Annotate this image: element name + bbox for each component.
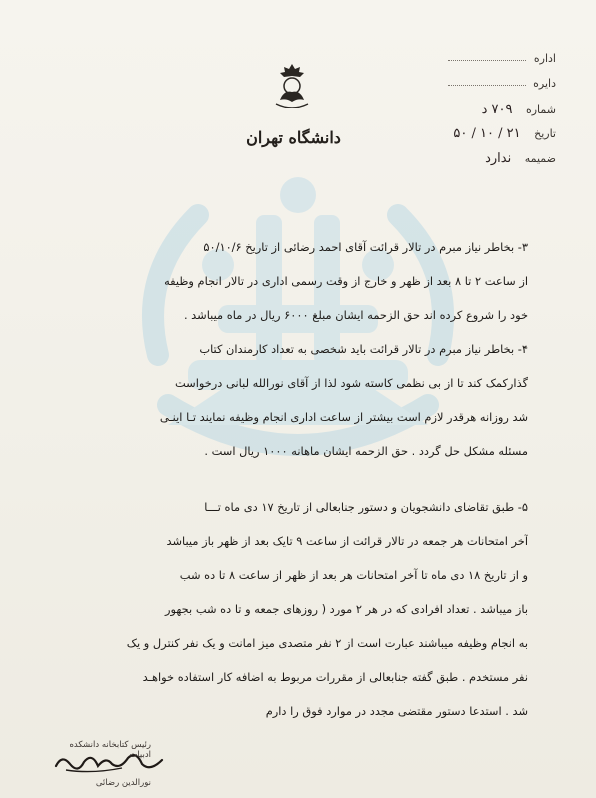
attachment-value: ندارد (485, 151, 512, 166)
office-field (448, 52, 556, 65)
office-dotted-line (448, 58, 526, 61)
body-line: آخر امتحانات هر جمعه در تالار قرائت از ساعت ۹ تایک بعد از ظهر باز میباشد (166, 534, 528, 548)
body-line: خود را شروع کرده اند حق الزحمه ایشان مبلغ ۶۰۰۰ ریال در ماه میباشد . (183, 308, 528, 322)
body-line: به انجام وظیفه میباشند عبارت است از ۲ نفر متصدی میز امانت و یک نفر کنترل و یک (126, 636, 528, 650)
body-line: گذارکمک کند تا از بی نظمی کاسته شود لذا از آقای نورالله لبانی درخواست (174, 376, 528, 390)
body-line: و از تاریخ ۱۸ دی ماه تا آخر امتحانات هر بعد از ظهر از ساعت ۸ تا ده شب (179, 568, 528, 582)
body-line: شد روزانه هرقدر لازم است بیشتر از ساعت اداری انجام وظیفه نمایند تـا اینـی (159, 410, 528, 424)
signature-title: رئیس کتابخانه دانشکده ادبیات (69, 740, 151, 760)
department-label: دایره (533, 77, 556, 90)
body-line: باز میباشد . تعداد افرادی که در هر ۲ مورد ( روزهای جمعه و تا ده شب بجهور (165, 602, 528, 616)
date-label: تاریخ (534, 127, 556, 140)
signature-name: نورالدین رضائی (95, 778, 151, 788)
body-line: ۵- طبق تقاضای دانشجویان و دستور جنابعالی از تاریخ ۱۷ دی ماه تـــا (204, 500, 528, 514)
body-line: ۳- بخاطر نیاز مبرم در تالار قرائت آقای احمد رضائی از تاریخ ۵۰/۱۰/۶ (203, 240, 528, 254)
attachment-field (485, 151, 556, 166)
signature-block (55, 740, 151, 788)
number-label: شماره (525, 103, 556, 116)
body-line: مسئله مشکل حل گردد . حق الزحمه ایشان ماهانه ۱۰۰۰ ریال است . (204, 444, 528, 458)
number-field (482, 102, 556, 117)
office-label: اداره (533, 52, 556, 65)
body-line: نفر مستخدم . طبق گفته جنابعالی از مقررات مربوط به اضافه کار استفاده خواهـد (142, 670, 528, 684)
university-name: دانشگاه تهران (246, 128, 341, 147)
number-value: ۷۰۹ د (481, 102, 513, 117)
date-field (453, 126, 556, 141)
date-value: ۲۱ / ۱۰ / ۵۰ (453, 126, 521, 141)
department-dotted-line (448, 83, 526, 86)
body-line: ۴- بخاطر نیاز مبرم در تالار قرائت باید شخصی به تعداد کارمندان کتاب (199, 342, 528, 356)
attachment-label: ضمیمه (524, 152, 556, 165)
body-line: شد . استدعا دستور مقتضی مجدد در موارد فوق را دارم (265, 704, 528, 718)
body-line: از ساعت ۲ تا ۸ بعد از ظهر و خارج از وقت رسمی اداری در تالار انجام وظیفه (164, 274, 528, 288)
lion-and-sun-emblem-icon (272, 62, 312, 108)
department-field (448, 77, 556, 90)
